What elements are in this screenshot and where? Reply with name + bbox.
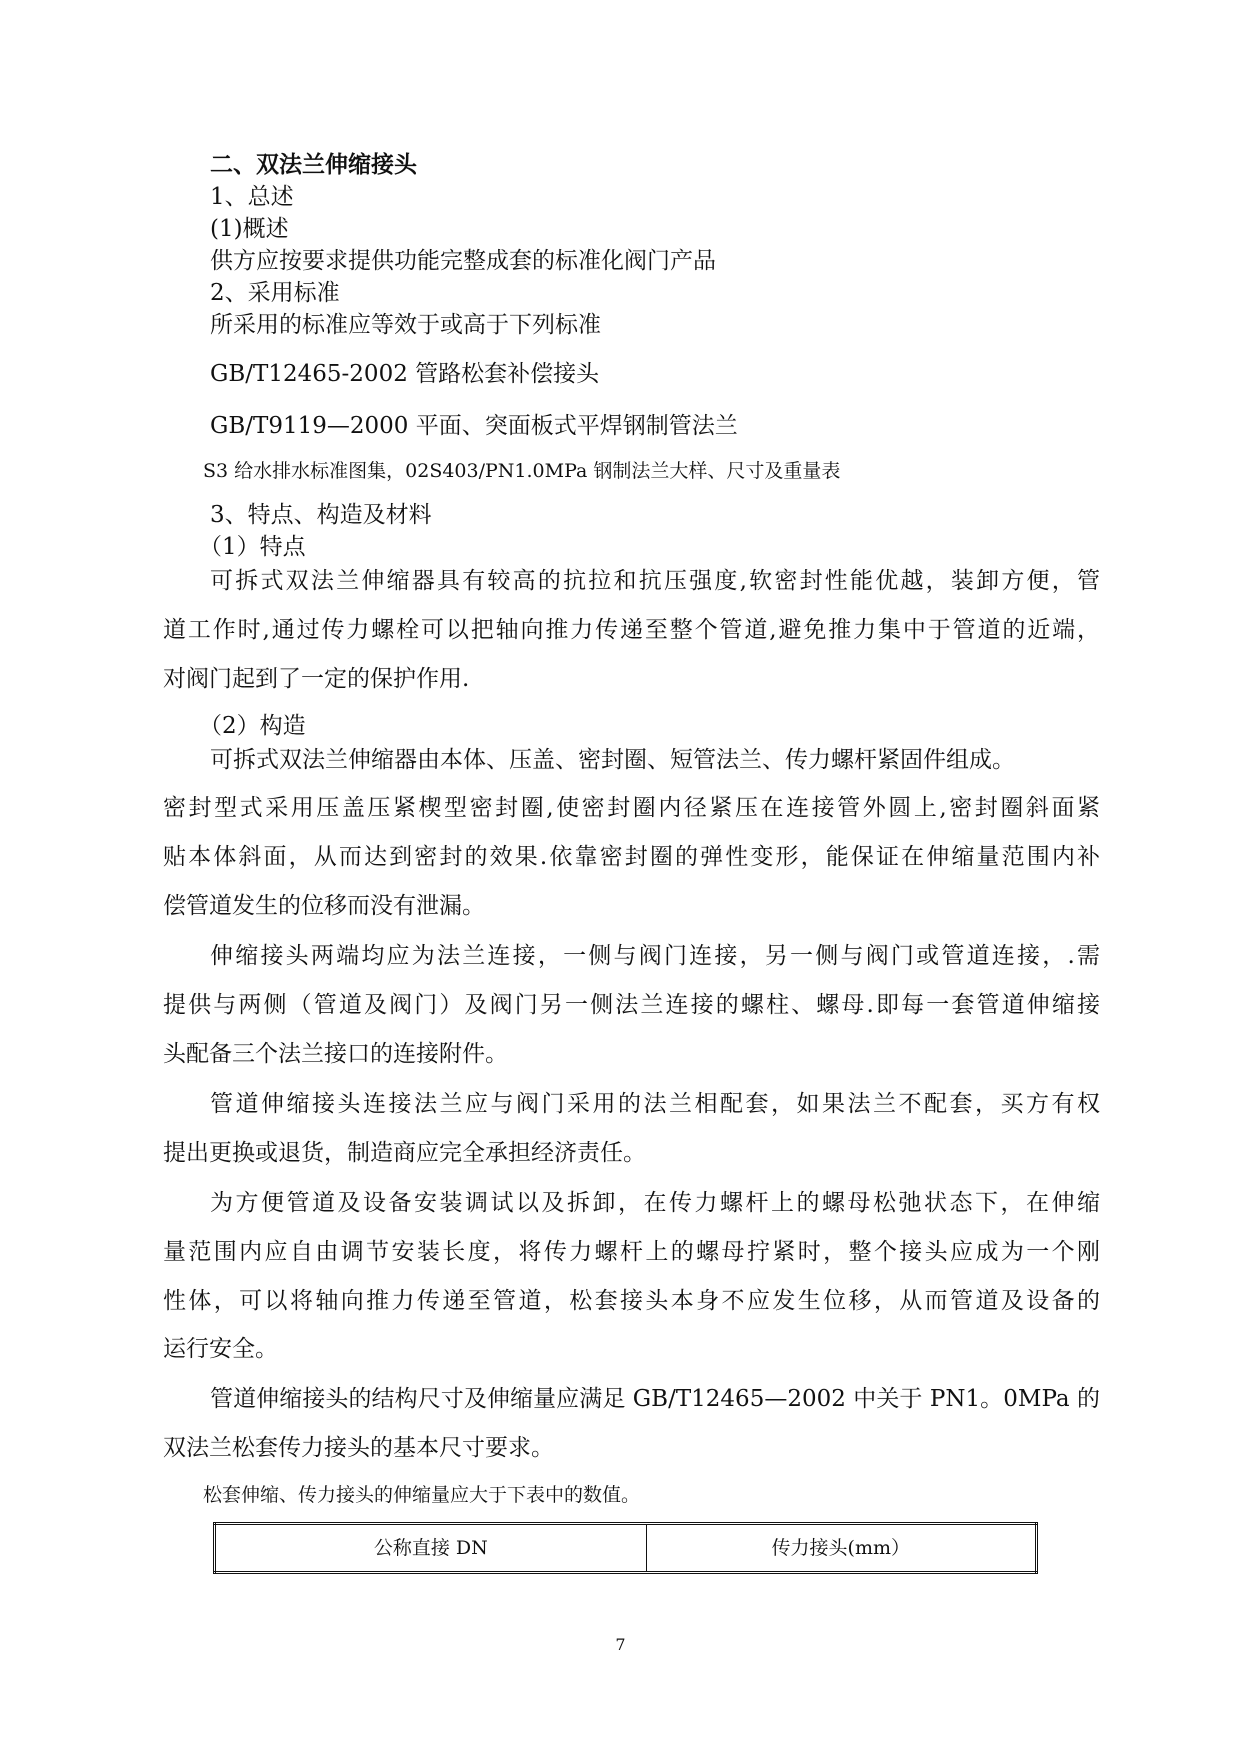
section-3-title: 3、特点、构造及材料 bbox=[210, 502, 432, 528]
data-table bbox=[213, 1522, 1038, 1574]
paragraph-2-line-2: 密封型式采用压盖压紧楔型密封圈,使密封圈内径紧压在连接管外圆上,密封圈斜面紧 bbox=[163, 795, 1100, 821]
section-2-title: 2、采用标准 bbox=[210, 280, 340, 306]
paragraph-5-line-1: 为方便管道及设备安装调试以及拆卸，在传力螺杆上的螺母松弛状态下，在伸缩 bbox=[210, 1190, 1100, 1216]
section-2-text: 所采用的标准应等效于或高于下列标准 bbox=[210, 312, 601, 338]
heading: 二、双法兰伸缩接头 bbox=[210, 152, 417, 178]
section-1-text: 供方应按要求提供功能完整成套的标准化阀门产品 bbox=[210, 248, 716, 274]
paragraph-5-line-4: 运行安全。 bbox=[163, 1336, 278, 1362]
paragraph-3-line-2: 提供与两侧（管道及阀门）及阀门另一侧法兰连接的螺柱、螺母.即每一套管道伸缩接 bbox=[163, 992, 1100, 1018]
paragraph-5-line-3: 性体，可以将轴向推力传递至管道，松套接头本身不应发生位移，从而管道及设备的 bbox=[163, 1288, 1100, 1314]
paragraph-2-line-4: 偿管道发生的位移而没有泄漏。 bbox=[163, 893, 485, 919]
paragraph-6-line-2: 双法兰松套传力接头的基本尺寸要求。 bbox=[163, 1435, 554, 1461]
standard-3: S3 给水排水标准图集，02S403/PN1.0MPa 钢制法兰大样、尺寸及重量表 bbox=[203, 460, 841, 482]
standard-1: GB/T12465-2002 管路松套补偿接头 bbox=[210, 361, 600, 387]
paragraph-4-line-2: 提出更换或退货，制造商应完全承担经济责任。 bbox=[163, 1140, 646, 1166]
paragraph-4-line-1: 管道伸缩接头连接法兰应与阀门采用的法兰相配套，如果法兰不配套，买方有权 bbox=[210, 1091, 1100, 1117]
section-1-1-title: (1)概述 bbox=[210, 216, 289, 242]
section-3-2-title: （2）构造 bbox=[199, 713, 306, 739]
section-3-1-title: （1）特点 bbox=[199, 534, 306, 560]
paragraph-3-line-3: 头配备三个法兰接口的连接附件。 bbox=[163, 1041, 508, 1067]
table-header-joint: 传力接头(mm） bbox=[646, 1524, 1036, 1573]
paragraph-2-line-3: 贴本体斜面，从而达到密封的效果.依靠密封圈的弹性变形，能保证在伸缩量范围内补 bbox=[163, 844, 1100, 870]
paragraph-3-line-1: 伸缩接头两端均应为法兰连接，一侧与阀门连接，另一侧与阀门或管道连接，.需 bbox=[210, 943, 1100, 969]
paragraph-2-line-1: 可拆式双法兰伸缩器由本体、压盖、密封圈、短管法兰、传力螺杆紧固件组成。 bbox=[210, 747, 1015, 773]
paragraph-1-line-3: 对阀门起到了一定的保护作用. bbox=[163, 666, 470, 692]
table-caption: 松套伸缩、传力接头的伸缩量应大于下表中的数值。 bbox=[203, 1484, 641, 1506]
paragraph-1-line-2: 道工作时,通过传力螺栓可以把轴向推力传递至整个管道,避免推力集中于管道的近端， bbox=[163, 617, 1100, 643]
table-header-row bbox=[215, 1524, 1037, 1573]
page-number: 7 bbox=[615, 1635, 626, 1654]
paragraph-1-line-1: 可拆式双法兰伸缩器具有较高的抗拉和抗压强度,软密封性能优越，装卸方便，管 bbox=[210, 568, 1100, 594]
paragraph-6-line-1: 管道伸缩接头的结构尺寸及伸缩量应满足 GB/T12465—2002 中关于 PN1。0MPa 的 bbox=[210, 1386, 1100, 1412]
standard-2: GB/T9119—2000 平面、突面板式平焊钢制管法兰 bbox=[210, 413, 738, 439]
table-header-dn: 公称直接 DN bbox=[215, 1524, 647, 1573]
paragraph-5-line-2: 量范围内应自由调节安装长度，将传力螺杆上的螺母拧紧时，整个接头应成为一个刚 bbox=[163, 1239, 1100, 1265]
section-1-title: 1、总述 bbox=[210, 184, 294, 210]
